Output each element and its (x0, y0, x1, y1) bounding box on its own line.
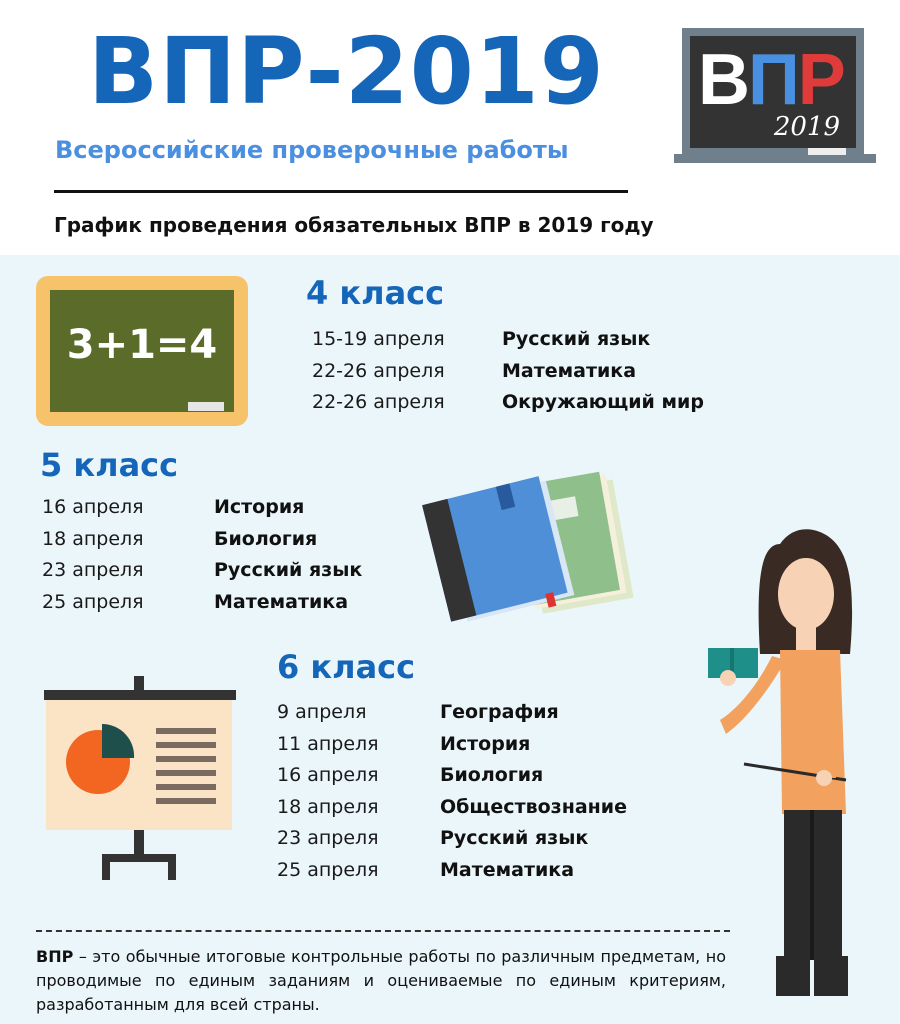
exam-date: 22-26 апреля (312, 391, 445, 413)
chalkboard-surface (50, 290, 234, 412)
exam-subject: Обществознание (440, 795, 627, 818)
exam-subject: Русский язык (502, 328, 651, 350)
exam-date: 9 апреля (277, 701, 367, 723)
exam-subject: География (440, 701, 559, 723)
vpr-logo-letters (698, 40, 844, 120)
exam-subject: История (214, 496, 305, 518)
exam-subject: Русский язык (214, 559, 363, 581)
chalkboard-equation: 3+1=4 (66, 322, 218, 368)
exam-date: 15-19 апреля (312, 328, 445, 350)
chalk-icon (188, 402, 224, 411)
grade-5-schedule (42, 492, 362, 618)
exam-date: 22-26 апреля (312, 359, 445, 382)
schedule-row (277, 760, 627, 792)
grade-6-heading: 6 класс (277, 648, 416, 686)
exam-subject: Окружающий мир (502, 391, 704, 413)
exam-date: 18 апреля (42, 527, 144, 550)
footnote-term: ВПР (36, 947, 74, 966)
chalkboard-illustration (36, 276, 248, 426)
books-icon (420, 466, 644, 622)
exam-date: 16 апреля (277, 764, 379, 786)
vpr-logo-board (690, 36, 856, 148)
vpr-logo (682, 28, 864, 156)
exam-date: 23 апреля (277, 827, 379, 849)
schedule-row (277, 697, 627, 729)
footnote-text: – это обычные итоговые контрольные работы по различным предметам, но проводимые по единым заданиям и оцениваемые по единым критериям, разработанным для всей страны. (36, 947, 726, 1014)
schedule-row (277, 729, 627, 761)
page-title: ВПР-2019 (88, 18, 605, 125)
schedule-row (42, 587, 362, 619)
logo-letter-r: Р (797, 40, 844, 120)
schedule-row (42, 524, 362, 556)
exam-subject: Математика (214, 590, 349, 613)
schedule-row (42, 492, 362, 524)
exam-date: 11 апреля (277, 732, 379, 755)
grade-4-schedule (312, 324, 704, 419)
logo-letter-v: В (698, 40, 748, 120)
exam-subject: Математика (440, 858, 575, 881)
schedule-row (312, 324, 704, 356)
teacher-illustration (700, 524, 900, 1004)
schedule-row (277, 823, 627, 855)
logo-letter-p: П (748, 40, 798, 120)
exam-date: 18 апреля (277, 795, 379, 818)
page-subtitle: Всероссийские проверочные работы (55, 136, 569, 164)
exam-date: 16 апреля (42, 496, 144, 518)
exam-subject: История (440, 732, 531, 755)
footnote (36, 945, 726, 1017)
exam-date: 25 апреля (42, 590, 144, 613)
schedule-row (312, 387, 704, 419)
exam-date: 23 апреля (42, 559, 144, 581)
exam-subject: Биология (214, 527, 318, 550)
schedule-row (42, 555, 362, 587)
vpr-logo-chalk (808, 148, 846, 155)
exam-subject: Математика (502, 359, 637, 382)
vpr-logo-tray (674, 154, 876, 163)
schedule-row (277, 792, 627, 824)
schedule-heading: График проведения обязательных ВПР в 2019 году (54, 213, 654, 237)
schedule-row (312, 356, 704, 388)
grade-4-heading: 4 класс (306, 274, 445, 312)
presentation-board-icon (40, 676, 240, 882)
vpr-logo-year: 2019 (773, 112, 840, 142)
exam-subject: Русский язык (440, 827, 589, 849)
grade-5-heading: 5 класс (40, 446, 179, 484)
grade-6-schedule (277, 697, 627, 886)
footnote-divider (36, 930, 730, 932)
schedule-row (277, 855, 627, 887)
exam-subject: Биология (440, 764, 544, 786)
exam-date: 25 апреля (277, 858, 379, 881)
title-divider (54, 190, 628, 193)
